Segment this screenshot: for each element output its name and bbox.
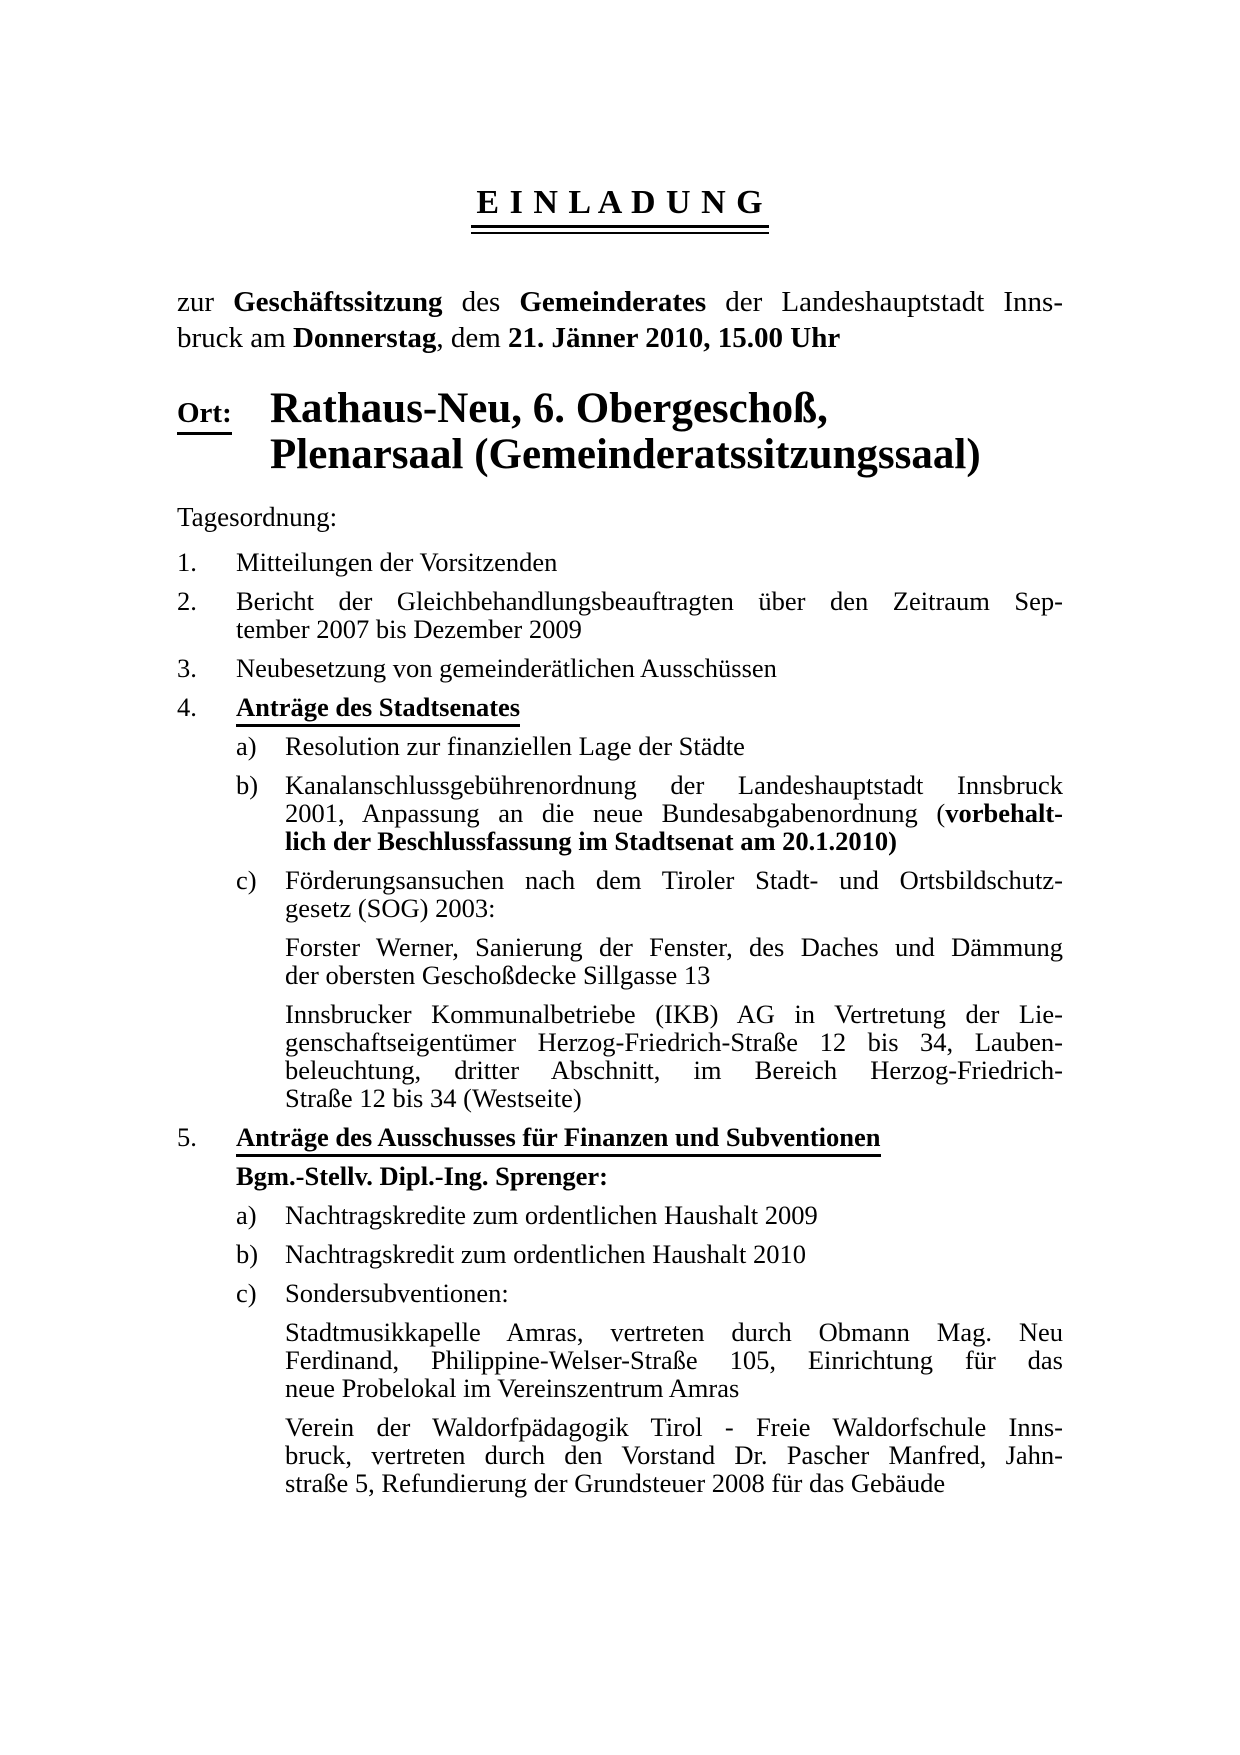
- text-line: [285, 961, 1063, 989]
- agenda-marker: b): [236, 770, 259, 800]
- text-segment: zur: [177, 286, 234, 318]
- agenda-marker: a): [236, 731, 257, 761]
- agenda-sub-row: [236, 1201, 1063, 1229]
- agenda-item-row: [177, 587, 1063, 643]
- text-segment: vorbehalt-: [945, 798, 1063, 828]
- agenda-sub-row: [236, 732, 1063, 760]
- text-segment: Sondersubventionen:: [285, 1278, 509, 1308]
- text-line: [285, 1346, 1063, 1374]
- text-line: [285, 866, 1063, 894]
- agenda-text: [285, 732, 1063, 760]
- text-segment: Geschäftssitzung: [233, 286, 443, 318]
- agenda-text: [285, 1201, 1063, 1229]
- text-segment: bruck, vertreten durch den Vorstand Dr. Pascher Manfred, Jahn-: [285, 1440, 1063, 1470]
- agenda-sub-row: [236, 1279, 1063, 1307]
- location-label: Ort:: [177, 397, 232, 435]
- text-segment: Forster Werner, Sanierung der Fenster, des Daches und Dämmung: [285, 932, 1063, 962]
- agenda-text: [285, 1279, 1063, 1307]
- text-segment: Donnerstag: [292, 322, 437, 354]
- text-segment: genschaftseigentümer Herzog-Friedrich-Straße 12 bis 34, Lauben-: [285, 1027, 1063, 1057]
- text-line: [236, 1123, 1063, 1151]
- document-title: E I N L A D U N G: [471, 184, 768, 228]
- agenda-marker: a): [236, 1200, 257, 1230]
- text-segment: Nachtragskredit zum ordentlichen Haushalt 2010: [285, 1239, 807, 1269]
- text-segment: tember 2007 bis Dezember 2009: [236, 614, 582, 644]
- text-segment: des: [442, 286, 520, 318]
- agenda-text: [285, 1413, 1063, 1497]
- agenda-marker: b): [236, 1239, 259, 1269]
- text-segment: , dem: [436, 322, 509, 354]
- text-line: [285, 1318, 1063, 1346]
- agenda-para-row: [285, 1413, 1063, 1497]
- heading-text: Anträge des Stadtsenates: [236, 692, 520, 727]
- heading-text: Anträge des Ausschusses für Finanzen und Subventionen: [236, 1122, 881, 1157]
- agenda-text: [285, 933, 1063, 989]
- text-segment: straße 5, Refundierung der Grundsteuer 2008 für das Gebäude: [285, 1468, 946, 1498]
- text-line: [285, 1374, 1063, 1402]
- intro-paragraph: [177, 284, 1063, 356]
- text-segment: neue Probelokal im Vereinszentrum Amras: [285, 1373, 740, 1403]
- text-line: [236, 548, 1063, 576]
- text-line: [236, 615, 1063, 643]
- text-segment: Verein der Waldorfpädagogik Tirol - Freie Waldorfschule Inns-: [285, 1412, 1063, 1442]
- text-segment: 2001, Anpassung an die neue Bundesabgabenordnung (: [285, 798, 946, 828]
- location-heading: [270, 386, 1063, 478]
- text-segment: beleuchtung, dritter Abschnitt, im Bereich Herzog-Friedrich-: [285, 1055, 1063, 1085]
- agenda-text: [285, 866, 1063, 922]
- agenda-text: [285, 1318, 1063, 1402]
- agenda-para-row: [285, 933, 1063, 989]
- text-line: [285, 1240, 1063, 1268]
- text-line: [177, 320, 1063, 356]
- agenda-para-row: [285, 1318, 1063, 1402]
- location-line: Plenarsaal (Gemeinderatssitzungssaal): [270, 431, 981, 478]
- text-segment: bruck am: [177, 322, 293, 354]
- agenda-marker: 3.: [177, 653, 197, 683]
- text-line: [285, 1279, 1063, 1307]
- text-line: [285, 1201, 1063, 1229]
- text-line: [285, 1413, 1063, 1441]
- text-line: [285, 894, 1063, 922]
- text-line: [236, 587, 1063, 615]
- text-line: [285, 771, 1063, 799]
- text-line: [236, 654, 1063, 682]
- location-label-cell: [177, 397, 270, 435]
- location-row: [177, 386, 1063, 478]
- text-segment: lich der Beschlussfassung im Stadtsenat am 20.1.2010): [285, 826, 898, 856]
- text-segment: Kanalanschlussgebührenordnung der Landeshauptstadt Innsbruck: [285, 770, 1063, 800]
- agenda-item-row: [177, 654, 1063, 682]
- text-segment: Nachtragskredite zum ordentlichen Haushalt 2009: [285, 1200, 818, 1230]
- agenda-sub-row: [236, 771, 1063, 855]
- agenda-sub-row: [236, 1240, 1063, 1268]
- agenda-marker: 2.: [177, 586, 197, 616]
- agenda-text: [285, 1000, 1063, 1112]
- agenda-item-row: [177, 1123, 1063, 1151]
- text-segment: Neubesetzung von gemeinderätlichen Ausschüssen: [236, 653, 777, 683]
- text-line: [285, 799, 1063, 827]
- agenda-text: [236, 548, 1063, 576]
- text-segment: 21. Jänner 2010, 15.00 Uhr: [508, 322, 841, 354]
- text-segment: Gemeinderates: [519, 286, 707, 318]
- text-line: [285, 1084, 1063, 1112]
- agenda-list: [177, 548, 1063, 1497]
- location-line: Rathaus-Neu, 6. Obergeschoß,: [270, 385, 828, 432]
- text-segment: der obersten Geschoßdecke Sillgasse 13: [285, 960, 711, 990]
- agenda-sub-row: [236, 866, 1063, 922]
- agenda-label: Tagesordnung:: [177, 502, 338, 532]
- agenda-marker: 5.: [177, 1122, 197, 1152]
- document-title-row: [177, 0, 1063, 234]
- text-line: [236, 1162, 1063, 1190]
- agenda-subheading-row: [236, 1162, 1063, 1190]
- text-line: [285, 1028, 1063, 1056]
- text-segment: Innsbrucker Kommunalbetriebe (IKB) AG in Vertretung der Lie-: [285, 999, 1063, 1029]
- agenda-marker: c): [236, 1278, 257, 1308]
- agenda-marker: 4.: [177, 692, 197, 722]
- text-segment: Ferdinand, Philippine-Welser-Straße 105, Einrichtung für das: [285, 1345, 1063, 1375]
- text-segment: Resolution zur finanziellen Lage der Städte: [285, 731, 745, 761]
- agenda-text: [285, 1240, 1063, 1268]
- agenda-text: [236, 1123, 1063, 1151]
- agenda-marker: c): [236, 865, 257, 895]
- agenda-marker: 1.: [177, 547, 197, 577]
- agenda-text: [236, 1162, 1063, 1190]
- text-segment: gesetz (SOG) 2003:: [285, 893, 496, 923]
- agenda-text: [236, 693, 1063, 721]
- document-content: [177, 0, 1063, 1497]
- text-segment: Straße 12 bis 34 (Westseite): [285, 1083, 582, 1113]
- text-line: [285, 1000, 1063, 1028]
- text-line: [285, 1469, 1063, 1497]
- text-line: [285, 732, 1063, 760]
- agenda-text: [285, 771, 1063, 855]
- text-line: [285, 1441, 1063, 1469]
- text-segment: Bgm.-Stellv. Dipl.-Ing. Sprenger:: [236, 1161, 608, 1191]
- title-double-underline: [471, 184, 768, 234]
- text-line: [236, 693, 1063, 721]
- text-line: [285, 1056, 1063, 1084]
- agenda-item-row: [177, 548, 1063, 576]
- text-segment: Bericht der Gleichbehandlungsbeauftragten über den Zeitraum Sep-: [236, 586, 1063, 616]
- agenda-item-row: [177, 693, 1063, 721]
- agenda-text: [236, 587, 1063, 643]
- text-line: [285, 933, 1063, 961]
- agenda-text: [236, 654, 1063, 682]
- text-segment: Stadtmusikkapelle Amras, vertreten durch Obmann Mag. Neu: [285, 1317, 1063, 1347]
- text-segment: Förderungsansuchen nach dem Tiroler Stadt- und Ortsbildschutz-: [285, 865, 1063, 895]
- text-line: [177, 284, 1063, 320]
- text-segment: Mitteilungen der Vorsitzenden: [236, 547, 558, 577]
- text-segment: der Landeshauptstadt Inns-: [706, 286, 1064, 318]
- text-line: [285, 827, 1063, 855]
- agenda-para-row: [285, 1000, 1063, 1112]
